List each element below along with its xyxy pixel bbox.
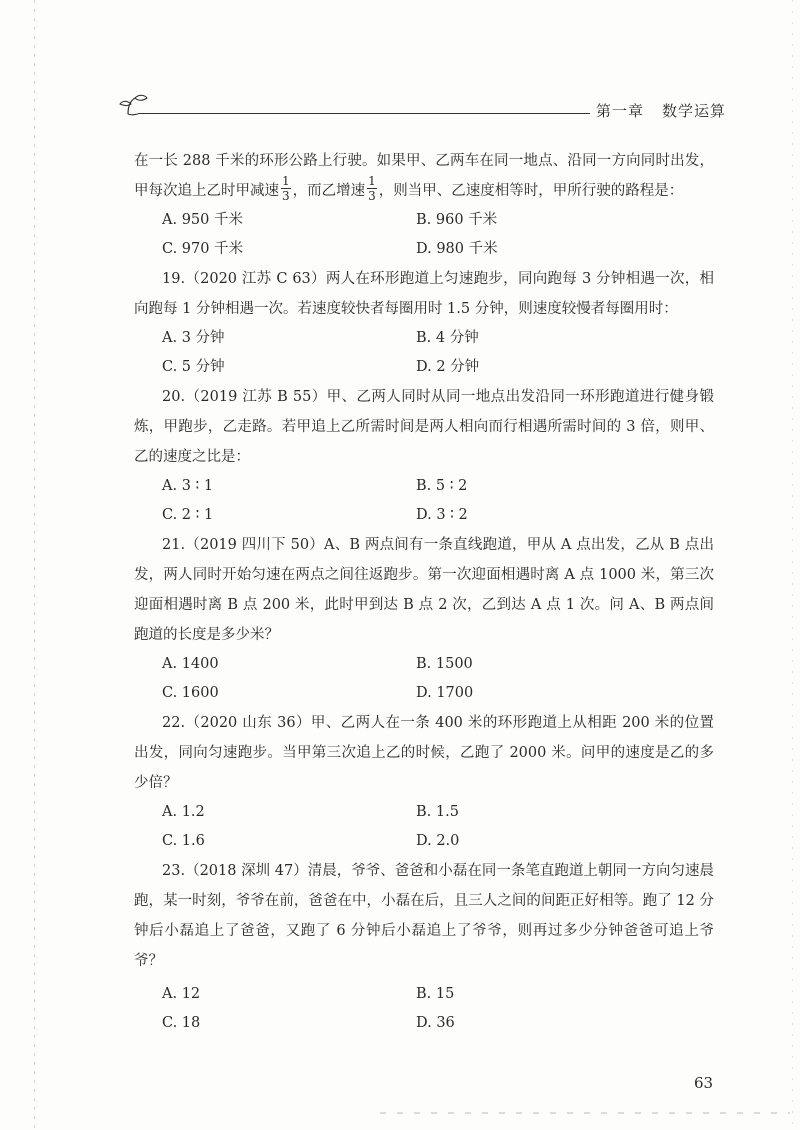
option-d: D. 36 bbox=[416, 1015, 455, 1031]
option-c: C. 2 ∶ 1 bbox=[162, 507, 214, 523]
option-b: B. 1500 bbox=[416, 656, 473, 672]
question-stem: 19.（2020 江苏 C 63）两人在环形跑道上匀速跑步，同向跑每 3 分钟相遇一次，相向跑每 1 分钟相遇一次。若速度较快者每圈用时 1.5 分钟，则速度较慢者每圈用时： bbox=[134, 271, 714, 317]
answer-options bbox=[134, 650, 714, 708]
option-b: B. 4 分钟 bbox=[416, 330, 479, 346]
option-a: A. 950 千米 bbox=[162, 212, 243, 228]
option-b: B. 960 千米 bbox=[416, 212, 498, 228]
option-c: C. 18 bbox=[162, 1015, 201, 1031]
option-c: C. 1600 bbox=[162, 685, 219, 701]
sprout-icon bbox=[118, 92, 152, 122]
chapter-label: 第一章 bbox=[595, 102, 644, 120]
question-21 bbox=[134, 530, 714, 708]
option-a: A. 1.2 bbox=[162, 804, 205, 820]
option-b: B. 5 ∶ 2 bbox=[416, 478, 468, 494]
option-a: A. 3 ∶ 1 bbox=[162, 478, 214, 494]
question-stem: 21.（2019 四川下 50）A、B 两点间有一条直线跑道，甲从 A 点出发，乙从 B 点出发，两人同时开始匀速在两点之间往返跑步。第一次迎面相遇时离 A 点 1000 米，第三次迎面相遇时离 B 点 200 米，此时甲到达 B 点 2 次，乙到达 A 点 1 次。问 A、B 两点间跑道的长度是多少米？ bbox=[134, 537, 714, 643]
option-d: D. 980 千米 bbox=[416, 241, 498, 257]
running-header bbox=[118, 92, 726, 124]
fraction-one-third: $\frac{1}{3}$ bbox=[368, 173, 376, 203]
question-stem: 23.（2018 深圳 47）清晨，爷爷、爸爸和小磊在同一条笔直跑道上朝同一方向匀速晨跑，某一时刻，爷爷在前，爸爸在中，小磊在后，且三人之间的间距正好相等。跑了 12 分钟后小磊追上了爸爸，又跑了 6 分钟后小磊追上了爷爷，则再过多少分钟爸爸可追上爷爷？ bbox=[134, 863, 714, 969]
scan-edge-left bbox=[34, 0, 35, 1130]
answer-options bbox=[134, 206, 714, 264]
question-19 bbox=[134, 264, 714, 382]
scan-edge-right bbox=[792, 0, 793, 1130]
question-stem: 在一长 288 千米的环形公路上行驶。如果甲、乙两车在同一地点、沿同一方向同时出发，甲每次追上乙时甲减速 $\frac{1}{3}$ ，而乙增速 $\frac{1}{3}$ ，则当甲、乙速度相等时，甲所行驶的路程是： bbox=[134, 153, 714, 203]
fraction-one-third: $\frac{1}{3}$ bbox=[282, 173, 290, 203]
option-c: C. 1.6 bbox=[162, 833, 205, 849]
option-d: D. 1700 bbox=[416, 685, 474, 701]
answer-options bbox=[134, 324, 714, 382]
question-22 bbox=[134, 708, 714, 856]
option-a: A. 12 bbox=[162, 986, 201, 1002]
scan-artifact bbox=[380, 1112, 790, 1114]
chapter-heading bbox=[596, 100, 726, 121]
option-d: D. 2.0 bbox=[416, 833, 460, 849]
question-stem: 20.（2019 江苏 B 55）甲、乙两人同时从同一地点出发沿同一环形跑道进行健身锻炼，甲跑步，乙走路。若甲追上乙所需时间是两人相向而行相遇所需时间的 3 倍，则甲、乙的速度之比是： bbox=[134, 389, 714, 465]
option-d: D. 2 分钟 bbox=[416, 359, 480, 375]
page-number: 63 bbox=[694, 1074, 714, 1092]
chapter-title: 数学运算 bbox=[661, 102, 726, 120]
question-18-continued bbox=[134, 146, 714, 264]
answer-options bbox=[134, 798, 714, 856]
question-20 bbox=[134, 382, 714, 530]
option-a: A. 1400 bbox=[162, 656, 219, 672]
option-c: C. 5 分钟 bbox=[162, 359, 225, 375]
header-rule bbox=[138, 113, 590, 114]
option-b: B. 15 bbox=[416, 986, 455, 1002]
answer-options bbox=[134, 472, 714, 530]
option-b: B. 1.5 bbox=[416, 804, 459, 820]
option-d: D. 3 ∶ 2 bbox=[416, 507, 468, 523]
question-list bbox=[134, 146, 714, 1038]
answer-options bbox=[134, 980, 714, 1038]
option-a: A. 3 分钟 bbox=[162, 330, 225, 346]
question-23 bbox=[134, 856, 714, 1038]
option-c: C. 970 千米 bbox=[162, 241, 244, 257]
question-stem: 22.（2020 山东 36）甲、乙两人在一条 400 米的环形跑道上从相距 200 米的位置出发，同向匀速跑步。当甲第三次追上乙的时候，乙跑了 2000 米。问甲的速度是乙的多少倍？ bbox=[134, 715, 714, 791]
